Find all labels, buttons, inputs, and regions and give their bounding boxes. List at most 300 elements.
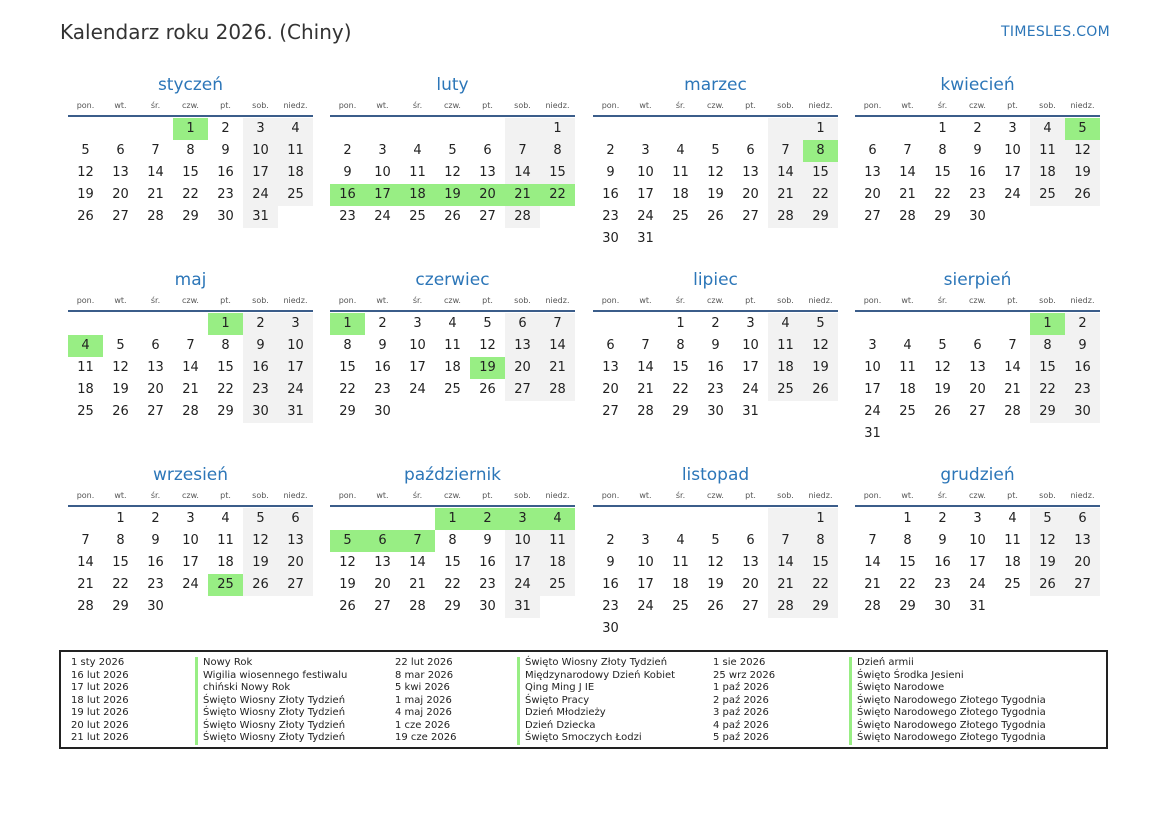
- day-cell: 8: [448, 533, 457, 548]
- day-cell: 8: [803, 530, 838, 552]
- day-cell: 3: [641, 143, 650, 158]
- day-cell: 17: [864, 382, 881, 397]
- day-cell: 24: [637, 209, 654, 224]
- day-cell: 18: [768, 357, 803, 379]
- weekday-label: pt.: [1007, 491, 1018, 500]
- weekday-label: sob.: [514, 491, 531, 500]
- day-cell: 21: [768, 184, 803, 206]
- day-cell: 31: [969, 599, 986, 614]
- day-cell: 4: [676, 533, 685, 548]
- legend-date: 18 lut 2026: [71, 694, 129, 706]
- day-cell: 13: [374, 555, 391, 570]
- weekday-label: pon.: [863, 296, 882, 305]
- month-name: lipiec: [693, 270, 738, 290]
- day-empty: [138, 313, 173, 335]
- day-cell: 26: [1065, 184, 1100, 206]
- day-cell: 30: [479, 599, 496, 614]
- weekday-label: czw.: [969, 296, 986, 305]
- day-empty: [995, 313, 1030, 335]
- legend-date: 20 lut 2026: [71, 719, 129, 731]
- day-cell: 24: [374, 209, 391, 224]
- day-cell: 14: [768, 552, 803, 574]
- day-cell: 15: [217, 360, 234, 375]
- day-cell: 5: [711, 533, 720, 548]
- day-cell: 20: [602, 382, 619, 397]
- day-cell: 18: [217, 555, 234, 570]
- weekday-header: [330, 292, 575, 312]
- day-cell: 26: [707, 209, 724, 224]
- day-empty: [925, 313, 960, 335]
- weekday-label: pon.: [76, 101, 95, 110]
- day-cell: 15: [540, 162, 575, 184]
- day-cell: 9: [973, 143, 982, 158]
- day-holiday: 4: [68, 335, 103, 357]
- month-10: [330, 463, 575, 618]
- day-cell: 10: [864, 360, 881, 375]
- day-cell: 6: [278, 508, 313, 530]
- weekday-label: czw.: [444, 101, 461, 110]
- day-cell: 5: [116, 338, 125, 353]
- page-title: Kalendarz roku 2026. (Chiny): [60, 20, 352, 44]
- day-cell: 6: [746, 533, 755, 548]
- day-cell: 2: [938, 511, 947, 526]
- day-cell: 9: [1065, 335, 1100, 357]
- day-cell: 17: [742, 360, 759, 375]
- day-cell: 20: [112, 187, 129, 202]
- day-holiday: 1: [208, 313, 243, 335]
- day-cell: 24: [742, 382, 759, 397]
- day-empty: [173, 313, 208, 335]
- day-cell: 14: [768, 162, 803, 184]
- day-cell: 3: [413, 316, 422, 331]
- day-cell: 13: [112, 165, 129, 180]
- day-cell: 19: [339, 577, 356, 592]
- month-6: [330, 268, 575, 423]
- day-cell: 30: [707, 404, 724, 419]
- legend-holiday-name: Święto Pracy: [517, 695, 675, 708]
- day-cell: 17: [1004, 165, 1021, 180]
- day-cell: 8: [676, 338, 685, 353]
- day-cell: 15: [444, 555, 461, 570]
- day-cell: 10: [637, 555, 654, 570]
- day-cell: 18: [1004, 555, 1021, 570]
- legend-holiday-name: Qing Ming J IE: [517, 682, 675, 695]
- day-cell: 15: [672, 360, 689, 375]
- weekday-label: wt.: [114, 101, 127, 110]
- legend-date: 25 wrz 2026: [713, 669, 776, 681]
- day-cell: 13: [278, 530, 313, 552]
- day-cell: 6: [746, 143, 755, 158]
- legend-holiday-name: Święto Narodowego Złotego Tygodnia: [849, 720, 1046, 733]
- legend-holiday-name: Międzynarodowy Dzień Kobiet: [517, 670, 675, 683]
- weekday-label: niedz.: [808, 101, 833, 110]
- day-cell: 12: [1030, 530, 1065, 552]
- day-cell: 7: [868, 533, 877, 548]
- day-cell: 9: [483, 533, 492, 548]
- month-name: listopad: [681, 465, 750, 485]
- day-grid: [68, 118, 313, 228]
- day-cell: 21: [899, 187, 916, 202]
- weekday-label: pon.: [338, 101, 357, 110]
- month-name: styczeń: [157, 75, 224, 95]
- legend-date: 4 maj 2026: [395, 707, 452, 718]
- day-grid: [855, 508, 1100, 618]
- weekday-label: pt.: [220, 296, 231, 305]
- weekday-label: wt.: [639, 296, 652, 305]
- day-cell: 28: [864, 599, 881, 614]
- day-cell: 20: [742, 187, 759, 202]
- day-empty: [365, 118, 400, 140]
- day-grid: [593, 508, 838, 640]
- day-cell: 27: [969, 404, 986, 419]
- weekday-label: sob.: [1039, 491, 1056, 500]
- month-8: [855, 268, 1100, 445]
- month-2: [330, 73, 575, 228]
- day-cell: 14: [409, 555, 426, 570]
- weekday-label: pt.: [220, 491, 231, 500]
- weekday-label: pt.: [1007, 101, 1018, 110]
- day-empty: [103, 118, 138, 140]
- day-holiday: 4: [540, 508, 575, 530]
- day-cell: 15: [899, 555, 916, 570]
- day-cell: 23: [1065, 379, 1100, 401]
- day-cell: 14: [505, 162, 540, 184]
- day-empty: [365, 508, 400, 530]
- day-holiday: 19: [435, 184, 470, 206]
- day-holiday: 3: [505, 508, 540, 530]
- legend-holiday-name: Święto Narodowego Złotego Tygodnia: [849, 707, 1046, 720]
- month-name: grudzień: [940, 465, 1015, 485]
- weekday-label: sob.: [777, 296, 794, 305]
- day-cell: 6: [973, 338, 982, 353]
- day-cell: 7: [186, 338, 195, 353]
- day-cell: 16: [147, 555, 164, 570]
- weekday-label: śr.: [150, 491, 161, 500]
- day-cell: 17: [182, 555, 199, 570]
- day-cell: 16: [707, 360, 724, 375]
- legend-date: 1 cze 2026: [395, 719, 451, 731]
- legend-holiday-name: Święto Wiosny Złoty Tydzień: [517, 657, 675, 670]
- legend-holiday-name: Święto Wiosny Złoty Tydzień: [195, 707, 347, 720]
- day-cell: 8: [938, 143, 947, 158]
- day-cell: 26: [112, 404, 129, 419]
- day-cell: 16: [374, 360, 391, 375]
- legend-date: 1 paź 2026: [713, 682, 769, 693]
- day-cell: 13: [1065, 530, 1100, 552]
- day-cell: 15: [182, 165, 199, 180]
- day-cell: 3: [746, 316, 755, 331]
- day-holiday: 6: [365, 530, 400, 552]
- day-cell: 24: [969, 577, 986, 592]
- legend-date: 1 sie 2026: [713, 657, 766, 668]
- day-cell: 7: [768, 530, 803, 552]
- day-grid: [593, 118, 838, 250]
- weekday-label: niedz.: [1070, 491, 1095, 500]
- legend-date: 5 kwi 2026: [395, 682, 450, 693]
- day-empty: [593, 508, 628, 530]
- day-cell: 16: [479, 555, 496, 570]
- weekday-label: pon.: [601, 491, 620, 500]
- day-cell: 19: [707, 187, 724, 202]
- weekday-label: czw.: [182, 296, 199, 305]
- day-cell: 20: [374, 577, 391, 592]
- month-name: kwiecień: [940, 75, 1015, 95]
- day-cell: 31: [243, 206, 278, 228]
- site-link[interactable]: TIMESLES.COM: [1001, 24, 1110, 40]
- day-grid: [855, 118, 1100, 228]
- day-cell: 2: [973, 121, 982, 136]
- day-cell: 2: [606, 533, 615, 548]
- legend-dates-2: [395, 657, 456, 745]
- day-cell: 5: [803, 313, 838, 335]
- month-5: [68, 268, 313, 423]
- day-cell: 25: [672, 599, 689, 614]
- day-cell: 19: [803, 357, 838, 379]
- day-cell: 26: [243, 574, 278, 596]
- day-cell: 7: [903, 143, 912, 158]
- weekday-label: sob.: [514, 101, 531, 110]
- day-cell: 28: [637, 404, 654, 419]
- day-cell: 18: [1030, 162, 1065, 184]
- day-grid: [593, 313, 838, 423]
- day-cell: 6: [151, 338, 160, 353]
- weekday-header: [855, 97, 1100, 117]
- day-cell: 29: [803, 206, 838, 228]
- day-grid: [855, 313, 1100, 445]
- day-cell: 10: [278, 335, 313, 357]
- day-holiday: 21: [505, 184, 540, 206]
- day-empty: [435, 118, 470, 140]
- day-cell: 28: [768, 206, 803, 228]
- month-11: [593, 463, 838, 640]
- day-cell: 8: [116, 533, 125, 548]
- weekday-label: pon.: [863, 491, 882, 500]
- day-empty: [138, 118, 173, 140]
- day-cell: 23: [969, 187, 986, 202]
- day-cell: 19: [1065, 162, 1100, 184]
- day-empty: [103, 313, 138, 335]
- weekday-label: niedz.: [283, 491, 308, 500]
- day-cell: 23: [602, 599, 619, 614]
- day-cell: 26: [1030, 574, 1065, 596]
- weekday-label: śr.: [150, 296, 161, 305]
- day-cell: 15: [339, 360, 356, 375]
- day-cell: 20: [864, 187, 881, 202]
- weekday-label: niedz.: [283, 296, 308, 305]
- weekday-label: śr.: [412, 296, 423, 305]
- day-cell: 27: [374, 599, 391, 614]
- day-cell: 2: [151, 511, 160, 526]
- day-empty: [400, 118, 435, 140]
- day-cell: 9: [711, 338, 720, 353]
- day-cell: 29: [444, 599, 461, 614]
- day-cell: 6: [116, 143, 125, 158]
- day-cell: 18: [540, 552, 575, 574]
- day-grid: [68, 508, 313, 618]
- legend-date: 5 paź 2026: [713, 732, 769, 743]
- weekday-label: czw.: [969, 491, 986, 500]
- legend-date: 3 paź 2026: [713, 707, 769, 718]
- day-cell: 7: [1008, 338, 1017, 353]
- day-cell: 26: [479, 382, 496, 397]
- weekday-label: śr.: [412, 101, 423, 110]
- day-cell: 17: [409, 360, 426, 375]
- day-cell: 4: [413, 143, 422, 158]
- weekday-label: niedz.: [545, 296, 570, 305]
- weekday-label: czw.: [182, 491, 199, 500]
- day-cell: 21: [768, 574, 803, 596]
- day-empty: [890, 118, 925, 140]
- weekday-label: pt.: [745, 296, 756, 305]
- weekday-label: wt.: [114, 491, 127, 500]
- day-cell: 6: [606, 338, 615, 353]
- day-cell: 17: [637, 187, 654, 202]
- day-cell: 9: [243, 335, 278, 357]
- legend-holiday-name: Święto Wiosny Złoty Tydzień: [195, 732, 347, 745]
- weekday-label: sob.: [1039, 296, 1056, 305]
- day-cell: 22: [803, 184, 838, 206]
- day-cell: 7: [81, 533, 90, 548]
- day-cell: 2: [343, 143, 352, 158]
- day-cell: 27: [112, 209, 129, 224]
- legend-date: 16 lut 2026: [71, 669, 129, 681]
- day-cell: 30: [969, 209, 986, 224]
- day-cell: 29: [339, 404, 356, 419]
- day-cell: 19: [77, 187, 94, 202]
- day-holiday: 22: [540, 184, 575, 206]
- legend-date: 17 lut 2026: [71, 682, 129, 693]
- weekday-label: pon.: [601, 296, 620, 305]
- day-empty: [400, 508, 435, 530]
- month-3: [593, 73, 838, 250]
- day-empty: [330, 508, 365, 530]
- day-cell: 27: [278, 574, 313, 596]
- day-cell: 20: [278, 552, 313, 574]
- day-cell: 28: [77, 599, 94, 614]
- day-cell: 16: [969, 165, 986, 180]
- day-empty: [663, 508, 698, 530]
- legend-names-2: [517, 657, 675, 745]
- day-empty: [628, 118, 663, 140]
- legend-holiday-name: Święto Wiosny Złoty Tydzień: [195, 720, 347, 733]
- legend-holiday-name: Dzień armii: [849, 657, 1046, 670]
- day-cell: 24: [182, 577, 199, 592]
- day-cell: 19: [707, 577, 724, 592]
- day-cell: 22: [112, 577, 129, 592]
- day-cell: 10: [505, 530, 540, 552]
- day-cell: 4: [676, 143, 685, 158]
- day-cell: 27: [864, 209, 881, 224]
- day-cell: 29: [672, 404, 689, 419]
- day-cell: 28: [1004, 404, 1021, 419]
- day-cell: 18: [899, 382, 916, 397]
- weekday-label: pon.: [338, 491, 357, 500]
- day-cell: 13: [505, 335, 540, 357]
- day-holiday: 2: [470, 508, 505, 530]
- weekday-label: czw.: [444, 296, 461, 305]
- legend-dates-1: [71, 657, 129, 745]
- day-holiday: 19: [470, 357, 505, 379]
- day-cell: 22: [803, 574, 838, 596]
- day-cell: 5: [448, 143, 457, 158]
- day-cell: 12: [707, 165, 724, 180]
- day-cell: 9: [343, 165, 352, 180]
- day-cell: 21: [409, 577, 426, 592]
- day-cell: 20: [147, 382, 164, 397]
- day-cell: 4: [278, 118, 313, 140]
- legend-holiday-name: chiński Nowy Rok: [195, 682, 347, 695]
- day-cell: 30: [602, 231, 619, 246]
- day-cell: 23: [217, 187, 234, 202]
- weekday-label: śr.: [675, 296, 686, 305]
- day-holiday: 17: [365, 184, 400, 206]
- day-cell: 31: [505, 596, 540, 618]
- day-holiday: 1: [330, 313, 365, 335]
- day-cell: 13: [147, 360, 164, 375]
- day-cell: 26: [444, 209, 461, 224]
- day-cell: 21: [540, 357, 575, 379]
- day-cell: 12: [1065, 140, 1100, 162]
- weekday-label: śr.: [937, 491, 948, 500]
- weekday-header: [68, 292, 313, 312]
- day-empty: [628, 313, 663, 335]
- day-cell: 14: [899, 165, 916, 180]
- day-cell: 24: [278, 379, 313, 401]
- day-holiday: 16: [330, 184, 365, 206]
- day-cell: 21: [637, 382, 654, 397]
- day-cell: 30: [217, 209, 234, 224]
- legend-holiday-name: Święto Wiosny Złoty Tydzień: [195, 695, 347, 708]
- day-holiday: 25: [208, 574, 243, 596]
- weekday-label: wt.: [639, 101, 652, 110]
- day-cell: 12: [339, 555, 356, 570]
- day-cell: 16: [934, 555, 951, 570]
- day-cell: 30: [1065, 401, 1100, 423]
- day-cell: 8: [540, 140, 575, 162]
- weekday-label: pt.: [220, 101, 231, 110]
- weekday-label: pon.: [338, 296, 357, 305]
- day-grid: [330, 313, 575, 423]
- day-cell: 7: [768, 140, 803, 162]
- weekday-header: [68, 97, 313, 117]
- day-cell: 24: [409, 382, 426, 397]
- day-cell: 12: [479, 338, 496, 353]
- day-cell: 22: [339, 382, 356, 397]
- day-cell: 24: [864, 404, 881, 419]
- weekday-label: wt.: [114, 296, 127, 305]
- day-cell: 4: [1008, 511, 1017, 526]
- day-cell: 25: [768, 379, 803, 401]
- day-cell: 15: [934, 165, 951, 180]
- legend-holiday-name: Święto Narodowego Złotego Tygodnia: [849, 695, 1046, 708]
- day-cell: 10: [969, 533, 986, 548]
- day-cell: 9: [221, 143, 230, 158]
- day-empty: [663, 118, 698, 140]
- day-cell: 18: [444, 360, 461, 375]
- weekday-label: wt.: [639, 491, 652, 500]
- day-cell: 8: [343, 338, 352, 353]
- day-cell: 31: [742, 404, 759, 419]
- weekday-header: [330, 97, 575, 117]
- month-name: marzec: [684, 75, 747, 95]
- day-cell: 1: [938, 121, 947, 136]
- day-cell: 5: [938, 338, 947, 353]
- day-cell: 23: [243, 379, 278, 401]
- weekday-label: sob.: [252, 296, 269, 305]
- legend-holiday-name: Nowy Rok: [195, 657, 347, 670]
- day-cell: 17: [278, 357, 313, 379]
- day-cell: 28: [540, 379, 575, 401]
